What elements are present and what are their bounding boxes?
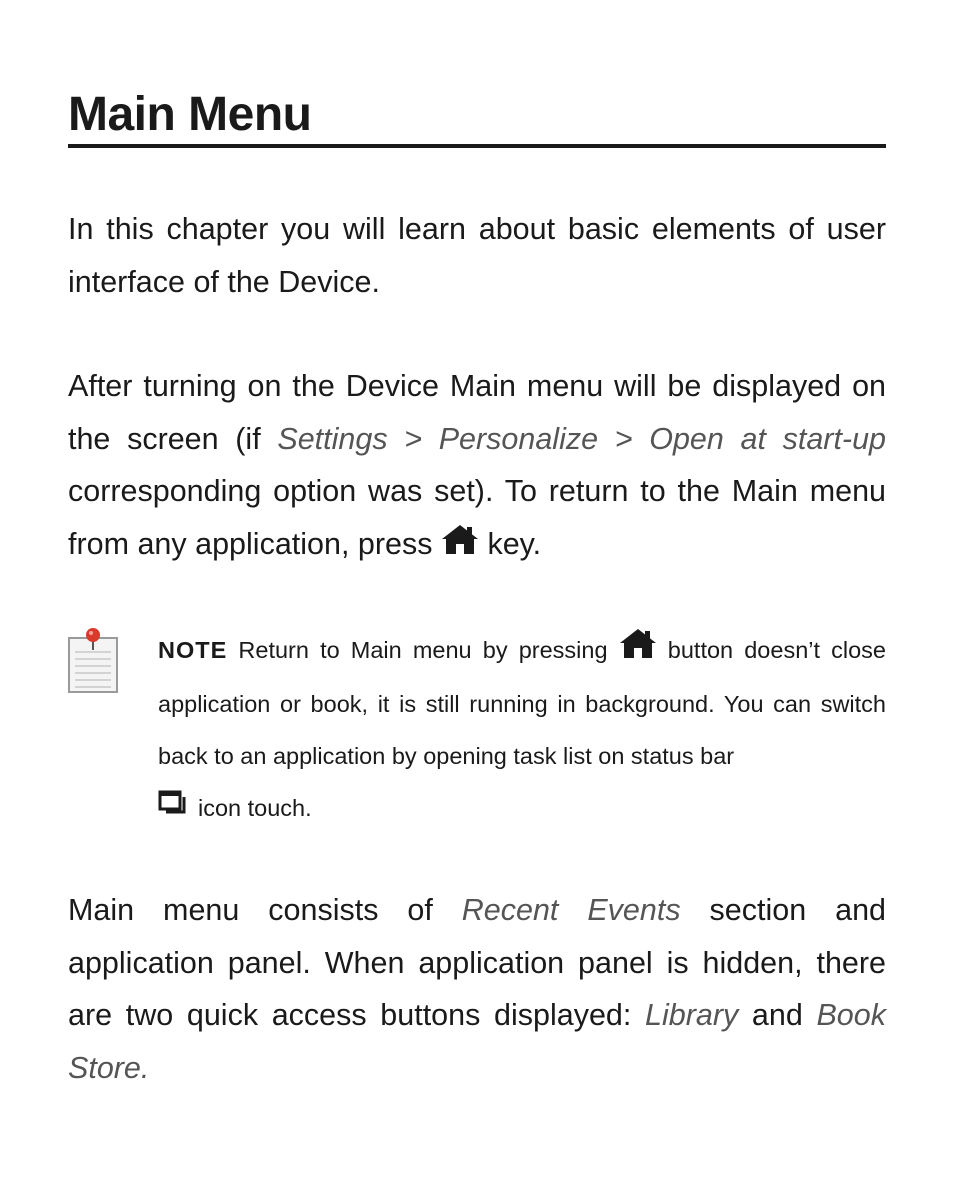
library-term: Library	[645, 998, 739, 1032]
intro-paragraph: In this chapter you will learn about basic elements of user interface of the Device.	[68, 212, 886, 299]
note-text-after: icon touch.	[198, 795, 312, 821]
task-list-icon	[158, 784, 188, 836]
book-store-term: Book Store	[68, 998, 886, 1085]
main-menu-paragraph	[68, 884, 886, 1094]
startup-text-after: key.	[478, 526, 542, 561]
page-title: Main Menu	[68, 88, 312, 141]
notepad-pin-icon	[66, 626, 120, 701]
title-underline	[68, 144, 886, 148]
startup-paragraph	[68, 360, 886, 572]
home-icon	[619, 626, 657, 678]
startup-text-middle: corresponding option was set). To return to the Main menu from any application, press	[68, 474, 886, 561]
note-text-middle: button doesn’t close application or book, it is still running in background. You can switch back to an application by opening task list on status bar	[158, 637, 887, 769]
note-text	[158, 624, 886, 836]
note-text-before: Return to Main menu by pressing	[227, 637, 619, 663]
note-callout	[68, 624, 886, 834]
main-menu-text-middle: section and application panel. When application panel is hidden, there are two quick access buttons displayed:	[68, 893, 886, 1032]
recent-events-term: Recent Events	[461, 893, 681, 927]
startup-text-before: After turning on the Device Main menu will be displayed on the screen (if	[68, 369, 886, 456]
note-label: NOTE	[158, 637, 228, 663]
main-menu-text-and: and	[738, 998, 817, 1032]
main-menu-text-before: Main menu consists of	[68, 893, 462, 927]
settings-path: Settings > Personalize > Open at start-up	[277, 421, 886, 456]
home-icon	[441, 520, 479, 573]
main-menu-text-end: .	[140, 1050, 150, 1085]
